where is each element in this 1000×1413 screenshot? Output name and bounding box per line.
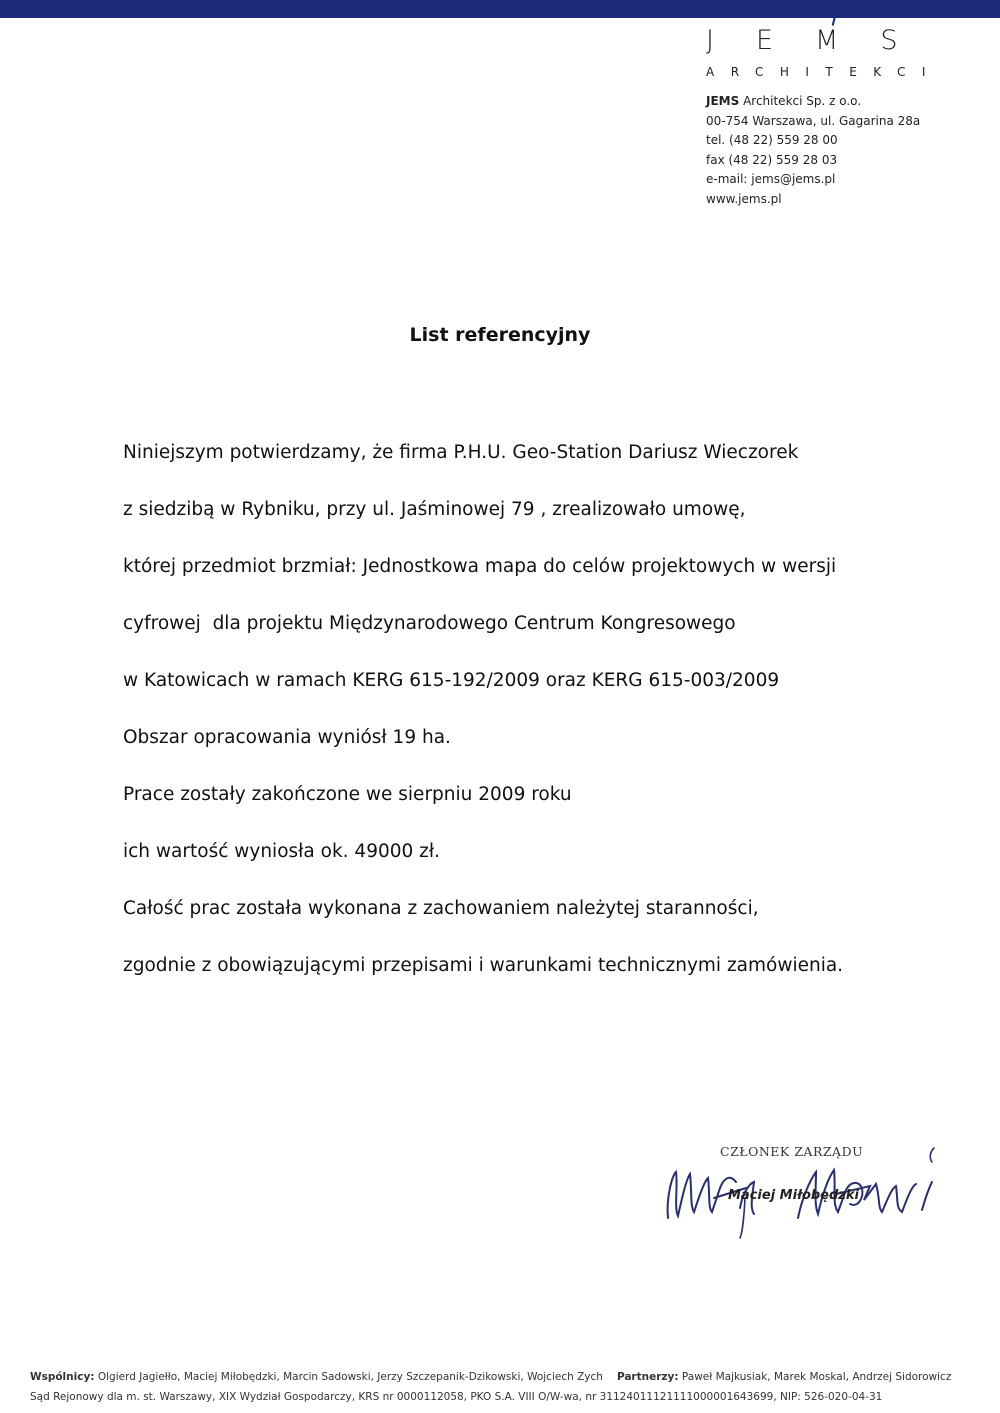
signature-title: CZŁONEK ZARZĄDU xyxy=(720,1144,864,1159)
footer-associates-label: Partnerzy: xyxy=(616,1371,679,1383)
company-name-bold: JEMS xyxy=(706,94,740,108)
letter-line: zgodnie z obowiązującymi przepisami i warunkami technicznymi zamówienia. xyxy=(123,955,844,976)
letter-line: Całość prac została wykonana z zachowaniem należytej staranności, xyxy=(123,898,759,919)
letter-title: List referencyjny xyxy=(409,324,591,346)
company-phone: tel. (48 22) 559 28 00 xyxy=(706,133,838,147)
company-website: www.jems.pl xyxy=(706,191,782,206)
company-contact-block xyxy=(706,92,920,209)
header-brand-bar xyxy=(0,0,1000,18)
footer-partners-label: Wspólnicy: xyxy=(30,1371,95,1383)
letter-line: cyfrowej dla projektu Międzynarodowego Centrum Kongresowego xyxy=(123,613,736,634)
company-name-rest: Architekci Sp. z o.o. xyxy=(739,94,862,108)
letter-line: której przedmiot brzmiał: Jednostkowa mapa do celów projektowych w wersji xyxy=(123,556,837,577)
company-logo xyxy=(706,25,942,80)
letter-body xyxy=(123,440,923,1010)
signature-block xyxy=(650,1138,950,1238)
logo-name: JEMS xyxy=(706,25,940,56)
company-address: 00-754 Warszawa, ul. Gagarina 28a xyxy=(706,113,921,128)
company-email: e-mail: jems@jems.pl xyxy=(706,172,836,186)
letter-line: z siedzibą w Rybniku, przy ul. Jaśminowej 79 , zrealizowało umowę, xyxy=(123,499,746,520)
company-name-line xyxy=(706,92,920,112)
letter-line: w Katowicach w ramach KERG 615-192/2009 oraz KERG 615-003/2009 xyxy=(123,670,780,691)
letter-footer xyxy=(30,1367,980,1407)
footer-associates: Paweł Majkusiak, Marek Moskal, Andrzej Sidorowicz xyxy=(681,1371,952,1383)
footer-partners-line xyxy=(30,1367,980,1387)
company-fax: fax (48 22) 559 28 03 xyxy=(706,152,838,167)
logo-subtitle: ARCHITEKCI xyxy=(706,65,942,79)
signature-name-stamp: Maciej Miłobędzki xyxy=(728,1188,859,1203)
letter-line: Obszar opracowania wyniósł 19 ha. xyxy=(123,727,451,748)
letter-line: Prace zostały zakończone we sierpniu 2009 roku xyxy=(123,784,572,805)
footer-partners: Olgierd Jagiełło, Maciej Miłobędzki, Marcin Sadowski, Jerzy Szczepanik-Dzikowski, Wojciech Zych xyxy=(97,1371,603,1383)
footer-registry: Sąd Rejonowy dla m. st. Warszawy, XIX Wydział Gospodarczy, KRS nr 0000112058, PKO S.A. VIII O/W-wa, nr 31124011121111000001643699, NIP: 526-020-04-31 xyxy=(30,1391,883,1403)
letter-line: ich wartość wyniosła ok. 49000 zł. xyxy=(123,841,441,862)
letter-line: Niniejszym potwierdzamy, że firma P.H.U. Geo-Station Dariusz Wieczorek xyxy=(123,442,799,463)
